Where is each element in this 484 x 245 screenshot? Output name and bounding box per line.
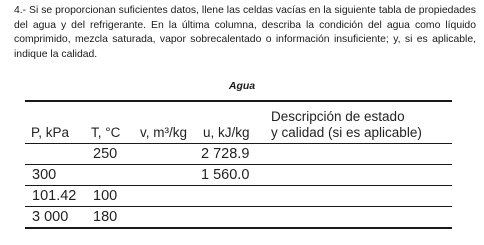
header-internal-energy: u, kJ/kg bbox=[203, 125, 250, 140]
header-specific-volume: v, m³/kg bbox=[140, 125, 187, 140]
row-2-pressure: 300 bbox=[32, 167, 57, 183]
table-bottom-rule bbox=[25, 227, 452, 229]
row-3-temperature: 100 bbox=[93, 188, 118, 204]
row-1-bottom-rule bbox=[25, 164, 452, 165]
header-pressure: P, kPa bbox=[31, 125, 70, 140]
header-temperature: T, °C bbox=[91, 125, 121, 140]
table-top-rule bbox=[25, 100, 452, 102]
row-1-temperature: 250 bbox=[93, 146, 118, 162]
row-1-internal-energy: 2 728.9 bbox=[201, 146, 250, 162]
header-bottom-rule bbox=[25, 143, 452, 144]
table-caption: Agua bbox=[228, 80, 256, 92]
row-2-bottom-rule bbox=[25, 185, 452, 186]
row-3-pressure: 101.42 bbox=[32, 188, 77, 204]
header-description-line1: Descripción de estado bbox=[271, 109, 405, 124]
problem-statement: 4.- Si se proporcionan suficientes datos, llene las celdas vacías en la siguiente tabla de propiedades del agua y del refrigerante. En la última columna, describa la condición del agua como líquido comprimido, mezcla saturada, vapor sobrecalentado o información insuficiente; y, si es aplicable, indique la calidad. bbox=[14, 5, 476, 60]
row-4-temperature: 180 bbox=[93, 209, 118, 225]
row-3-bottom-rule bbox=[25, 206, 452, 207]
row-4-pressure: 3 000 bbox=[32, 209, 69, 225]
header-description-line2: y calidad (si es aplicable) bbox=[271, 125, 422, 140]
row-2-internal-energy: 1 560.0 bbox=[201, 167, 250, 183]
